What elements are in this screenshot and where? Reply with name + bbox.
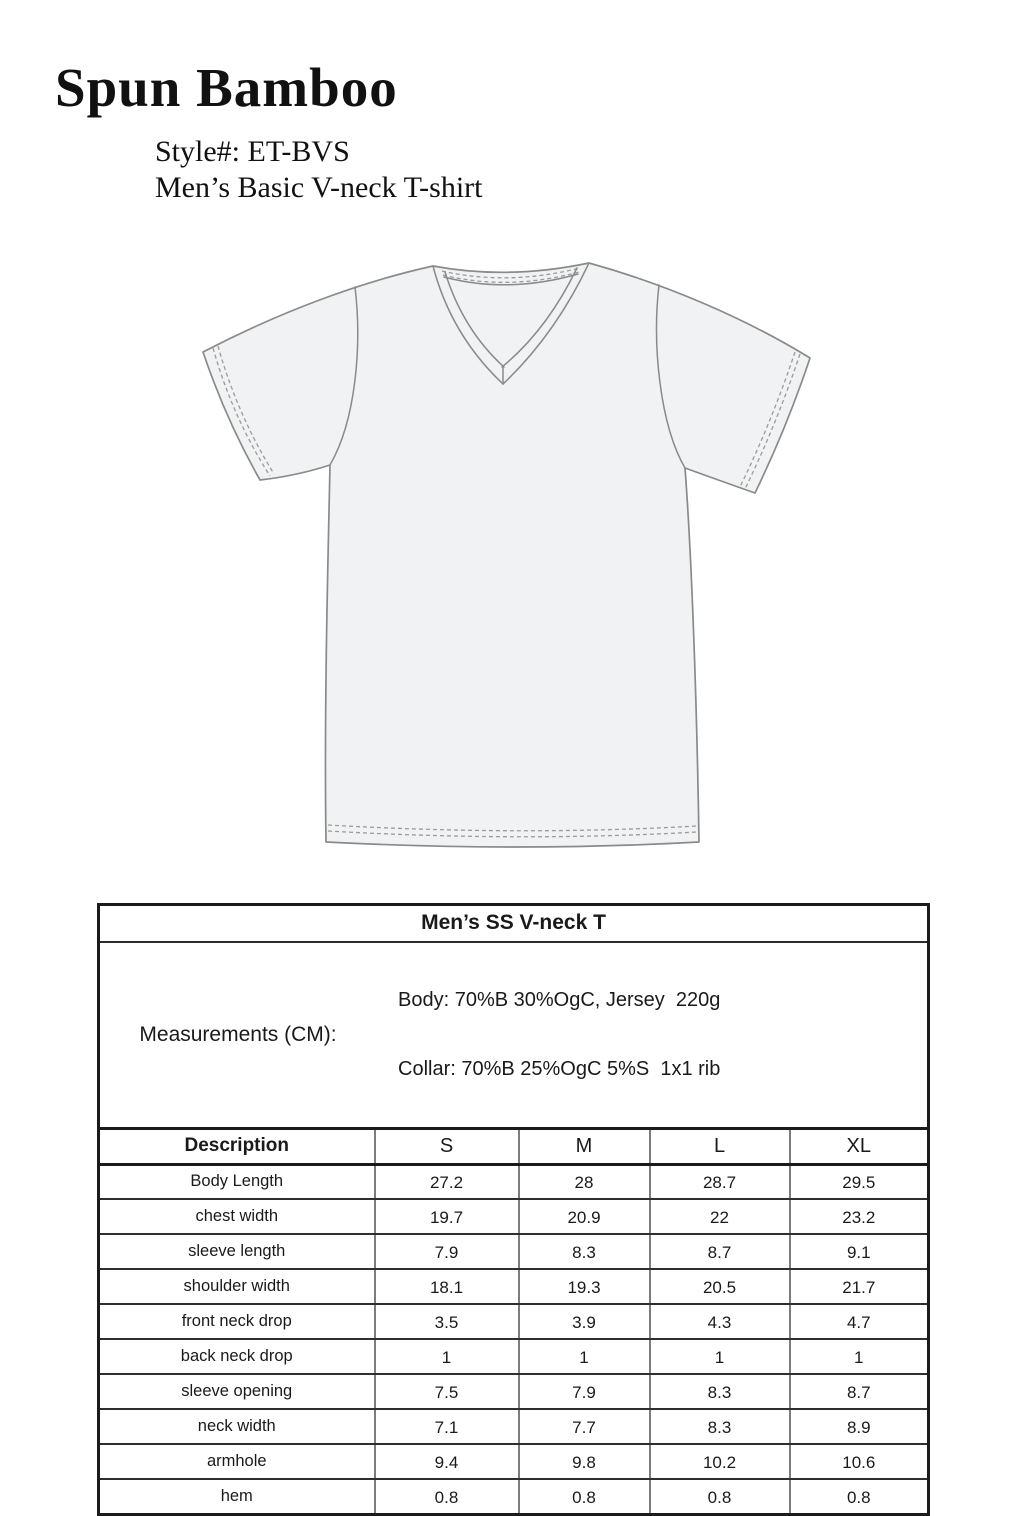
- tshirt-technical-drawing: [190, 248, 835, 860]
- spec-value-cell: 9.4: [375, 1444, 519, 1479]
- brand-title: Spun Bamboo: [55, 57, 398, 118]
- spec-row: [99, 1479, 929, 1514]
- spec-value-cell: 18.1: [375, 1269, 519, 1304]
- spec-row: [99, 1374, 929, 1409]
- style-number: Style#: ET-BVS: [155, 135, 350, 168]
- spec-row-label: Body Length: [99, 1164, 375, 1199]
- spec-value-cell: 28: [519, 1164, 650, 1199]
- spec-row-label: armhole: [99, 1444, 375, 1479]
- spec-value-cell: 27.2: [375, 1164, 519, 1199]
- spec-value-cell: 0.8: [650, 1479, 790, 1514]
- column-header-size-l: L: [650, 1128, 790, 1164]
- spec-row-label: chest width: [99, 1199, 375, 1234]
- spec-value-cell: 19.7: [375, 1199, 519, 1234]
- product-name: Men’s Basic V-neck T-shirt: [155, 171, 483, 204]
- spec-value-cell: 19.3: [519, 1269, 650, 1304]
- spec-row-label: neck width: [99, 1409, 375, 1444]
- spec-row-label: sleeve length: [99, 1234, 375, 1269]
- measurement-table: [97, 903, 930, 1516]
- spec-value-cell: 1: [375, 1339, 519, 1374]
- spec-row: [99, 1304, 929, 1339]
- spec-row-label: sleeve opening: [99, 1374, 375, 1409]
- spec-value-cell: 10.6: [790, 1444, 929, 1479]
- spec-value-cell: 10.2: [650, 1444, 790, 1479]
- spec-row-label: front neck drop: [99, 1304, 375, 1339]
- column-header-description: Description: [99, 1128, 375, 1164]
- spec-value-cell: 8.9: [790, 1409, 929, 1444]
- spec-value-cell: 1: [519, 1339, 650, 1374]
- column-header-size-m: M: [519, 1128, 650, 1164]
- spec-row: [99, 1199, 929, 1234]
- spec-value-cell: 20.5: [650, 1269, 790, 1304]
- spec-value-cell: 7.1: [375, 1409, 519, 1444]
- measurements-label: Measurements (CM):: [139, 1022, 337, 1046]
- spec-row: [99, 1409, 929, 1444]
- spec-value-cell: 8.7: [790, 1374, 929, 1409]
- spec-row-label: back neck drop: [99, 1339, 375, 1374]
- measurements-row: [99, 942, 929, 1129]
- spec-value-cell: 29.5: [790, 1164, 929, 1199]
- spec-row: [99, 1164, 929, 1199]
- fabric-collar-line: Collar: 70%B 25%OgC 5%S 1x1 rib: [398, 1057, 721, 1080]
- spec-value-cell: 0.8: [519, 1479, 650, 1514]
- spec-value-cell: 0.8: [790, 1479, 929, 1514]
- spec-row: [99, 1339, 929, 1374]
- spec-row: [99, 1234, 929, 1269]
- column-header-size-xl: XL: [790, 1128, 929, 1164]
- spec-value-cell: 9.8: [519, 1444, 650, 1479]
- spec-value-cell: 3.9: [519, 1304, 650, 1339]
- spec-value-cell: 8.3: [650, 1409, 790, 1444]
- spec-value-cell: 7.5: [375, 1374, 519, 1409]
- spec-value-cell: 9.1: [790, 1234, 929, 1269]
- spec-value-cell: 7.9: [519, 1374, 650, 1409]
- fabric-body-line: Body: 70%B 30%OgC, Jersey 220g: [398, 988, 721, 1011]
- column-header-size-s: S: [375, 1128, 519, 1164]
- tshirt-flat-sketch-svg: [190, 248, 835, 860]
- spec-row-label: shoulder width: [99, 1269, 375, 1304]
- spec-value-cell: 23.2: [790, 1199, 929, 1234]
- spec-row-label: hem: [220, 1486, 253, 1505]
- spec-value-cell: 8.3: [650, 1374, 790, 1409]
- spec-value-cell: 22: [650, 1199, 790, 1234]
- spec-value-cell: 0.8: [375, 1479, 519, 1514]
- spec-value-cell: 8.3: [519, 1234, 650, 1269]
- spec-value-cell: 1: [650, 1339, 790, 1374]
- spec-row: [99, 1444, 929, 1479]
- spec-value-cell: 21.7: [790, 1269, 929, 1304]
- spec-value-cell: 7.9: [375, 1234, 519, 1269]
- spec-value-cell: 28.7: [650, 1164, 790, 1199]
- spec-row: [99, 1269, 929, 1304]
- spec-value-cell: 7.7: [519, 1409, 650, 1444]
- spec-value-cell: 4.3: [650, 1304, 790, 1339]
- spec-value-cell: 4.7: [790, 1304, 929, 1339]
- table-title: Men’s SS V-neck T: [99, 905, 929, 942]
- style-info: [155, 134, 483, 206]
- spec-value-cell: 3.5: [375, 1304, 519, 1339]
- tshirt-silhouette: [203, 263, 810, 847]
- fabric-content: [376, 943, 927, 1127]
- spec-value-cell: 20.9: [519, 1199, 650, 1234]
- spec-value-cell: 8.7: [650, 1234, 790, 1269]
- spec-value-cell: 1: [790, 1339, 929, 1374]
